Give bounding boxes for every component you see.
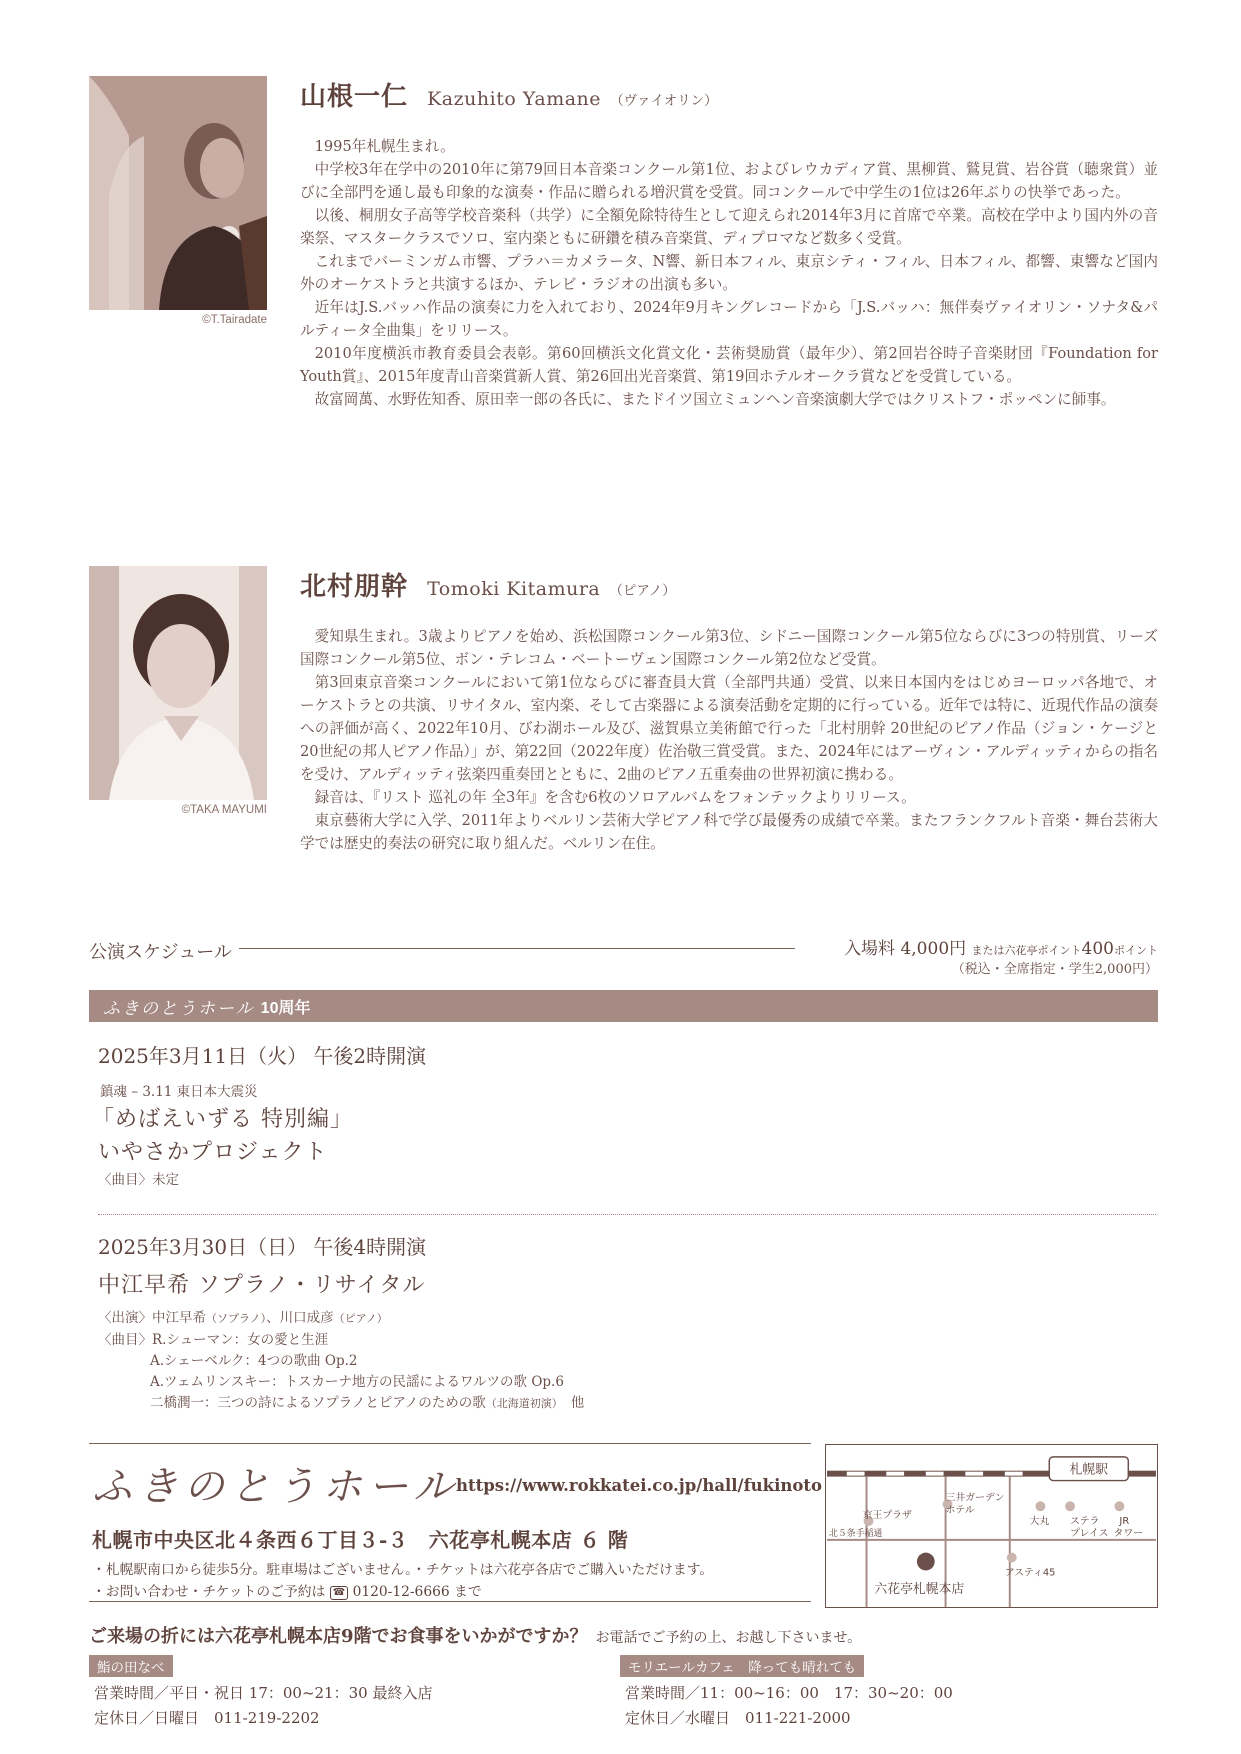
bio-paragraph: 中学校3年在学中の2010年に第79回日本音楽コンクール第1位、およびレウカディア賞、黒柳賞、鷲見賞、岩谷賞（聴衆賞）並びに全部門を通し最も印象的な演奏・作品に贈られる増沢賞を受賞。同コンクールで中学生の1位は26年ぶりの快挙であった。	[300, 161, 1158, 201]
map-label-street: 北５条手稲通	[829, 1528, 883, 1539]
performer-role: （ソプラノ）	[206, 1312, 267, 1325]
event-performers	[98, 1306, 388, 1326]
program-label: 〈曲目〉	[98, 1332, 152, 1348]
schedule-divider	[239, 948, 795, 949]
program-note: （北海道初演）	[485, 1397, 558, 1410]
event-title: 中江早希 ソプラノ・リサイタル	[98, 1273, 426, 1298]
performers-label: 〈出演〉	[98, 1310, 152, 1326]
map-label-rokkatei: 六花亭札幌本店	[874, 1582, 965, 1598]
map-label-stellar: ステラ	[1070, 1516, 1100, 1528]
bio-paragraph: 2010年度横浜市教育委員会表彰。第60回横浜文化賞文化・芸術奨励賞（最年少）、第2回岩谷時子音楽財団『Foundation for Youth賞』、2015年度青山音楽賞新人賞、第26回出光音楽賞、第19回ホテルオークラ賞などを受賞している。	[300, 345, 1158, 385]
restaurant-tag: モリエールカフェ 降っても晴れても	[620, 1655, 864, 1677]
event-program-line	[150, 1391, 584, 1411]
map-label-daimaru: 大丸	[1029, 1516, 1050, 1528]
bio-paragraph: 近年はJ.S.バッハ作品の演奏に力を入れており、2024年9月キングレコードから「J.S.バッハ：無伴奏ヴァイオリン・ソナタ&パルティータ全曲集」をリリース。	[300, 299, 1158, 339]
event-subtitle: 鎮魂 – 3.11 東日本大震災	[100, 1084, 258, 1100]
artist-roman-name: Tomoki Kitamura	[427, 578, 601, 600]
free-dial-icon: ☎	[330, 1586, 348, 1600]
artist-photo-kitamura	[89, 566, 267, 800]
contact-number: 0120-12-6666 まで	[352, 1584, 482, 1600]
restaurant-tag: 鮨の田なべ	[89, 1655, 173, 1677]
map-label-jr-tower: タワー	[1113, 1527, 1144, 1539]
map-label-mitsui: 三井ガーデン	[945, 1492, 1005, 1504]
photo-credit: ©T.Tairadate	[202, 314, 267, 326]
performer-name: 中江早希	[152, 1310, 206, 1326]
event-date: 2025年3月30日（日） 午後4時開演	[98, 1235, 427, 1259]
program-item: 二橋潤一：三つの詩によるソプラノとピアノのための歌	[150, 1395, 486, 1411]
event-program-line	[98, 1328, 328, 1348]
artist-bio	[300, 625, 1158, 855]
access-map	[825, 1444, 1158, 1608]
anniversary-band	[89, 990, 1158, 1022]
price-note: （税込・全席指定・学生2,000円）	[951, 962, 1158, 977]
contact-prefix: ・お問い合わせ・チケットのご予約は	[92, 1584, 326, 1600]
bio-paragraph: 故富岡萬、水野佐知香、原田幸一郎の各氏に、またドイツ国立ミュンヘン音楽演劇大学ではクリストフ・ポッペンに師事。	[314, 391, 1116, 408]
photo-credit: ©TAKA MAYUMI	[181, 804, 267, 816]
price-point-value: 400	[1081, 939, 1114, 959]
restaurant-hours: 営業時間／11：00~16：00 17：30~20：00	[625, 1684, 953, 1702]
map-label-jr: JR	[1119, 1516, 1130, 1528]
map-label-keio: 京王プラザ	[862, 1510, 912, 1522]
hall-contact-note	[92, 1580, 482, 1600]
bio-paragraph: 第3回東京音楽コンクールにおいて第1位ならびに審査員大賞（全部門共通）受賞、以来日本国内をはじめヨーロッパ各地で、オーケストラとの共演、リサイタル、室内楽、そして古楽器による演奏活動を定期的に行っている。近年では特に、近現代作品の演奏への評価が高く、2022年10月、びわ湖ホール及び、滋賀県立美術館で行った「北村朋幹 20世紀のピアノ作品（ジョン・ケージと20世紀の邦人ピアノ作品）」が、第22回（2022年度）佐治敬三賞受賞。また、2024年にはアーヴィン・アルディッティからの指名を受け、アルディッティ弦楽四重奏団とともに、2曲のピアノ五重奏曲の世界初演に携わる。	[300, 674, 1158, 783]
artist-heading	[300, 76, 718, 113]
artist-bio	[300, 135, 1158, 411]
map-label-asty: アスティ45	[1004, 1567, 1056, 1579]
schedule-title: 公演スケジュール	[89, 942, 232, 963]
event-program: 〈曲目〉未定	[98, 1172, 179, 1188]
dining-heading	[89, 1622, 861, 1648]
hall-website-link[interactable]: https://www.rokkatei.co.jp/hall/fukinoto	[456, 1476, 823, 1495]
event-separator	[98, 1214, 1156, 1215]
program-suffix: 他	[570, 1395, 585, 1411]
artist-instrument: （ヴァイオリン）	[610, 93, 718, 109]
restaurant-hours: 営業時間／平日・祝日 17：00~21：30 最終入店	[94, 1684, 433, 1702]
bio-paragraph: 以後、桐朋女子高等学校音楽科（共学）に全額免除特待生として迎えられ2014年3月に首席で卒業。高校在学中より国内外の音楽祭、マスタークラスでソロ、室内楽ともに研鑽を積み音楽賞、ディプロマなど数多く受賞。	[300, 207, 1158, 247]
event-title-line2: いやさかプロジェクト	[98, 1140, 328, 1165]
program-item: R.シューマン：女の愛と生涯	[152, 1332, 329, 1348]
artist-instrument: （ピアノ）	[609, 583, 676, 599]
event-title: 「めばえいずる 特別編」	[92, 1107, 353, 1132]
hall-logo: ふきのとうホール	[92, 1464, 460, 1510]
restaurant-info	[625, 1681, 953, 1731]
map-label-mitsui-hotel: ホテル	[945, 1505, 975, 1517]
artist-name: 北村朋幹	[300, 572, 409, 602]
dining-heading-note: お電話でご予約の上、お越し下さいませ。	[595, 1630, 862, 1646]
artist-photo-yamane	[89, 76, 267, 310]
event-date: 2025年3月11日（火） 午後2時開演	[98, 1044, 427, 1068]
dining-heading-text: ご来場の折には六花亭札幌本店9階でお食事をいかがですか？	[89, 1626, 588, 1647]
artist-name: 山根一仁	[300, 82, 409, 112]
hall-address: 札幌市中央区北４条西６丁目３-３ 六花亭札幌本店 ６ 階	[92, 1528, 629, 1552]
restaurant-closed: 定休日／日曜日 011-219-2202	[94, 1709, 320, 1727]
bio-paragraph: 愛知県生まれ。3歳よりピアノを始め、浜松国際コンクール第3位、シドニー国際コンクール第5位ならびに3つの特別賞、リーズ国際コンクール第5位、ボン・テレコム・ベートーヴェン国際コンクール第2位など受賞。	[300, 628, 1158, 668]
hall-divider-bottom	[89, 1601, 811, 1602]
artist-roman-name: Kazuhito Yamane	[427, 88, 602, 110]
restaurant-closed: 定休日／水曜日 011-221-2000	[625, 1709, 851, 1727]
band-anniversary: 10周年	[260, 999, 311, 1017]
program-item: A.ツェムリンスキー：トスカーナ地方の民謡によるワルツの歌 Op.6	[150, 1374, 564, 1390]
hall-access-note: ・札幌駅南口から徒歩5分。駐車場はございません。・チケットは六花亭各店でご購入いただけます。	[92, 1562, 714, 1578]
price-main: 入場料 4,000円	[844, 939, 967, 959]
performer-role: （ピアノ）	[333, 1312, 388, 1325]
map-label-stellar-place: プレイス	[1070, 1527, 1109, 1539]
admission-price	[844, 934, 1158, 959]
hall-divider-top	[89, 1443, 811, 1444]
bio-paragraph: 東京藝術大学に入学、2011年よりベルリン芸術大学ピアノ科で学び最優秀の成績で卒業。またフランクフルト音楽・舞台芸術大学では歴史的奏法の研究に取り組んだ。ベルリン在住。	[300, 812, 1158, 852]
band-hall-logo: ふきのとうホール	[103, 998, 255, 1019]
bio-paragraph: 録音は、『リスト 巡礼の年 全3年』を含む6枚のソロアルバムをフォンテックよりリリース。	[314, 789, 916, 806]
price-point-suffix: ポイント	[1114, 944, 1158, 957]
restaurant-info	[94, 1681, 432, 1731]
program-item: A.シェーベルク：4つの歌曲 Op.2	[150, 1353, 358, 1369]
map-station-label: 札幌駅	[1069, 1462, 1109, 1478]
bio-paragraph: 1995年札幌生まれ。	[314, 138, 455, 155]
performer-name: 、川口成彦	[266, 1310, 334, 1326]
price-point-prefix: または六花亭ポイント	[971, 944, 1082, 957]
artist-heading	[300, 566, 676, 603]
bio-paragraph: これまでバーミンガム市響、プラハ＝カメラータ、N響、新日本フィル、東京シティ・フィル、日本フィル、都響、東響など国内外のオーケストラと共演するほか、テレビ・ラジオの出演も多い。	[300, 253, 1158, 293]
